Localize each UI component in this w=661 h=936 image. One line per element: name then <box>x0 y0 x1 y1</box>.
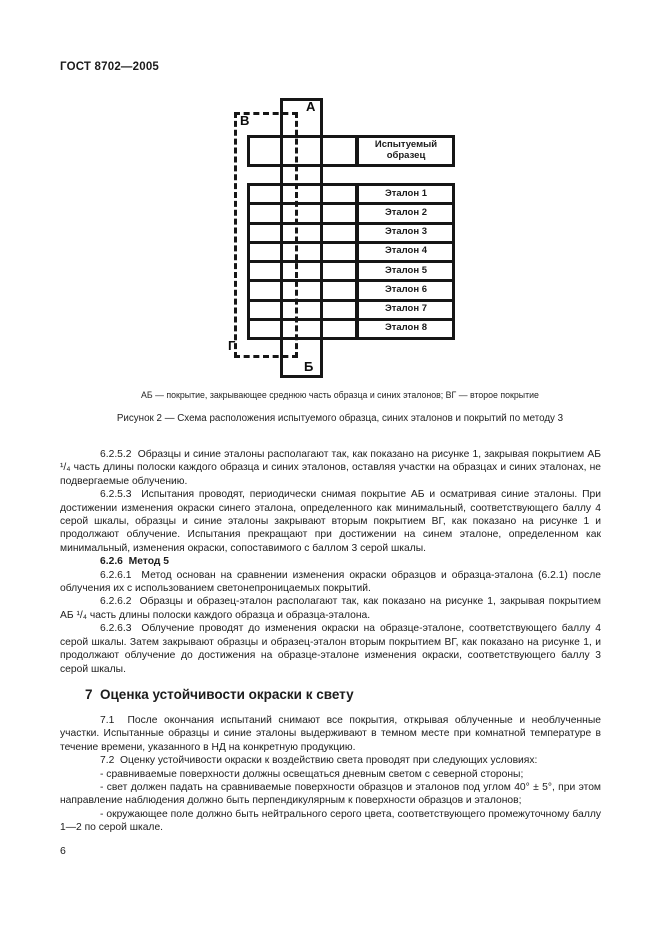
bullet-daylight: - сравниваемые поверхности должны освещаться дневным светом с северной стороны; <box>100 768 524 780</box>
paragraph-7-1: 7.1 После окончания испытаний снимают все покрытия, открывая облученные и необлученные участки. Испытанные образцы и синие эталоны выдерживают в темном месте при комнатной температуре в течение времени, указанного в НД на конкретную продукцию. <box>60 714 604 753</box>
etalon-row <box>250 302 452 321</box>
body-text <box>60 448 604 835</box>
figure-legend: АБ — покрытие, закрывающее среднюю часть образца и синих эталонов; ВГ — второе покрытие <box>141 390 539 400</box>
bullet-light-angle: - свет должен падать на сравниваемые поверхности образцов и эталонов под углом 40° ± 5°, при этом направление наблюдения должно быть перпендикулярным к поверхности образцов и эталонов; <box>60 781 604 807</box>
etalon-row <box>250 186 452 205</box>
paragraph-6-2-6-2: 6.2.6.2 Образцы и образец-эталон располагают так, как показано на рисунке 1, закрывая покрытием АБ ¹/₄ часть длины полоски каждого образца и образца-эталона. <box>60 596 604 621</box>
specimen-bar-divider <box>355 138 359 164</box>
etalon-label: Эталон 7 <box>384 303 428 315</box>
bullet-grey-background: - окружающее поле должно быть нейтрального серого цвета, соответствующего промежуточному баллу 1—2 по серой шкале. <box>60 808 604 834</box>
subheading-6-2-6: 6.2.6 Метод 5 <box>100 556 169 568</box>
document-header: ГОСТ 8702—2005 <box>60 61 160 73</box>
paragraph-6-2-6-1: 6.2.6.1 Метод основан на сравнении изменения окраски образцов и образца-эталона (6.2.1) после облучения их с использованием светонепроницаемых покрытий. <box>60 569 604 595</box>
etalon-row <box>250 282 452 301</box>
figure-2-diagram <box>0 0 661 460</box>
etalon-row <box>250 225 452 244</box>
page-number: 6 <box>60 845 66 857</box>
etalon-row <box>250 263 452 282</box>
etalon-label: Эталон 3 <box>384 226 428 238</box>
paragraph-6-2-5-2: 6.2.5.2 Образцы и синие эталоны располагают так, как показано на рисунке 1, закрывая покрытием АБ ¹/₄ часть длины полоски каждого образца и синих эталонов, оставляя участки на образцах и синих эталонах, не подвергаемые облучению. <box>60 449 604 487</box>
specimen-bar <box>247 135 455 167</box>
marker-g: Г <box>228 338 236 353</box>
etalon-block <box>247 183 455 340</box>
marker-a: А <box>306 99 316 114</box>
etalon-label: Эталон 5 <box>384 264 428 276</box>
etalon-label: Эталон 6 <box>384 283 428 295</box>
etalon-label: Эталон 1 <box>384 187 428 199</box>
section-7-heading: 7 Оценка устойчивости окраски к свету <box>85 686 354 702</box>
marker-b: Б <box>304 359 314 374</box>
figure-caption: Рисунок 2 — Схема расположения испытуемого образца, синих эталонов и покрытий по методу 3 <box>116 413 564 424</box>
etalon-label: Эталон 8 <box>384 322 428 334</box>
paragraph-6-2-5-3: 6.2.5.3 Испытания проводят, периодически снимая покрытие АБ и осматривая синие эталоны. При достижении изменения окраски синего эталона, определенного как минимальный, соответствующего баллу 4 серой шкалы, образцы и синие эталоны закрывают вторым покрытием ВГ, как показано на рисунке 1 и продолжают облучение. Испытания прекращают при достижении на синем эталоне, определенном как минимальный, изменения окраски, сопоставимого с баллом 3 серой шкалы. <box>60 489 604 554</box>
paragraph-7-2: 7.2 Оценку устойчивости окраски к воздействию света проводят при следующих условиях: <box>100 755 538 767</box>
etalon-row <box>250 205 452 224</box>
specimen-label: Испытуемый образец <box>374 139 438 161</box>
paragraph-6-2-6-3: 6.2.6.3 Облучение проводят до изменения окраски на образце-эталоне, соответствующего баллу 4 серой шкалы. Затем закрывают образцы и образец-эталон вторым покрытием ВГ, как показано на рисунке 1, и продолжают облучение до достижения на образце-эталоне изменения окраски, соответствующего баллу 3 серой шкалы. <box>60 623 604 675</box>
etalon-row <box>250 244 452 263</box>
marker-v: В <box>240 113 250 128</box>
etalon-row <box>250 321 452 337</box>
etalon-label: Эталон 4 <box>384 245 428 257</box>
etalon-label: Эталон 2 <box>384 206 428 218</box>
